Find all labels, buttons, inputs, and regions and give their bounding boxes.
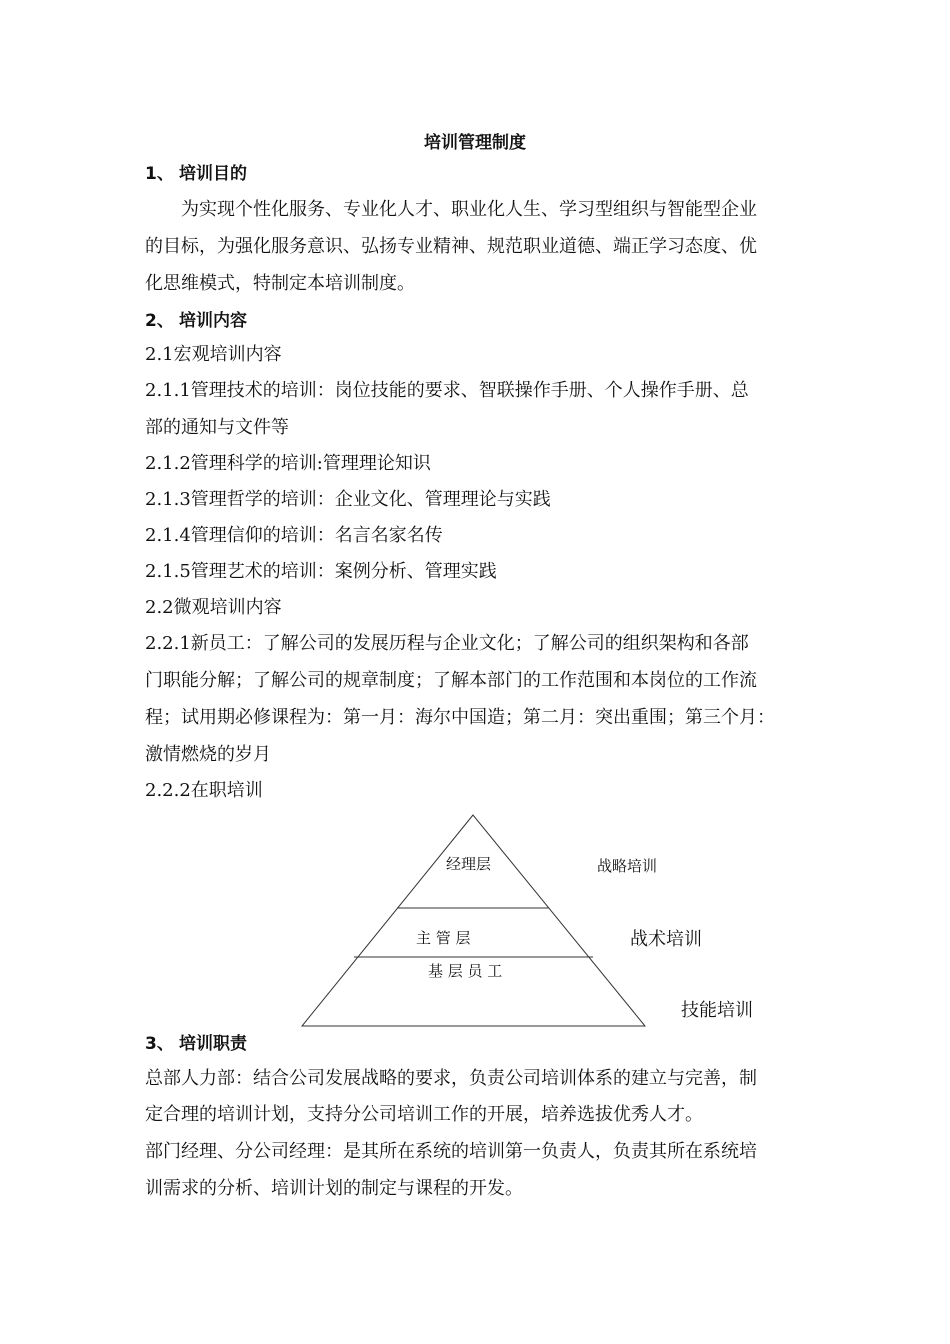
training-tactical: 战术培训 (630, 929, 702, 950)
pyramid-outline (302, 815, 645, 1026)
pyramid-level-manager: 经理层 (446, 855, 492, 873)
section-title: 培训内容 (179, 311, 247, 331)
content-line: 部的通知与文件等 (145, 417, 289, 438)
duty-line: 总部人力部：结合公司发展战略的要求，负责公司培训体系的建立与完善，制 (145, 1068, 757, 1089)
purpose-line: 为实现个性化服务、专业化人才、职业化人生、学习型组织与智能型企业 (181, 199, 757, 220)
training-strategic: 战略培训 (597, 857, 658, 875)
section-number: 3、 (145, 1034, 174, 1054)
pyramid-level-staff: 基 层 员 工 (428, 962, 503, 980)
pyramid-level-supervisor: 主 管 层 (416, 929, 471, 947)
content-line: 2.1宏观培训内容 (145, 344, 282, 365)
content-line: 2.2.2在职培训 (145, 780, 263, 801)
content-line: 2.1.1管理技术的培训：岗位技能的要求、智联操作手册、个人操作手册、总 (145, 380, 749, 401)
training-skill: 技能培训 (681, 1000, 753, 1021)
content-line: 2.1.5管理艺术的培训：案例分析、管理实践 (145, 561, 497, 582)
content-line: 门职能分解；了解公司的规章制度；了解本部门的工作范围和本岗位的工作流 (145, 670, 757, 691)
purpose-line: 化思维模式，特制定本培训制度。 (145, 273, 415, 294)
section-heading-duties (145, 1033, 247, 1055)
purpose-line: 的目标，为强化服务意识、弘扬专业精神、规范职业道德、端正学习态度、优 (145, 236, 757, 257)
duty-line: 定合理的培训计划，支持分公司培训工作的开展，培养选拔优秀人才。 (145, 1104, 703, 1125)
duty-line: 部门经理、分公司经理：是其所在系统的培训第一负责人，负责其所在系统培 (145, 1141, 757, 1162)
content-line: 激情燃烧的岁月 (145, 744, 271, 765)
content-line: 2.1.3管理哲学的培训：企业文化、管理理论与实践 (145, 489, 551, 510)
content-line: 2.2.1新员工：了解公司的发展历程与企业文化；了解公司的组织架构和各部 (145, 633, 749, 654)
content-line: 2.1.2管理科学的培训:管理理论知识 (145, 453, 431, 474)
section-title: 培训目的 (179, 164, 247, 184)
page-title: 培训管理制度 (424, 133, 526, 153)
content-line: 程；试用期必修课程为：第一月：海尔中国造；第二月：突出重围；第三个月： (145, 707, 775, 728)
content-line: 2.1.4管理信仰的培训：名言名家名传 (145, 525, 443, 546)
duty-line: 训需求的分析、培训计划的制定与课程的开发。 (145, 1178, 523, 1199)
section-number: 2、 (145, 311, 174, 331)
section-number: 1、 (145, 164, 174, 184)
content-line: 2.2微观培训内容 (145, 597, 282, 618)
section-title: 培训职责 (179, 1034, 247, 1054)
